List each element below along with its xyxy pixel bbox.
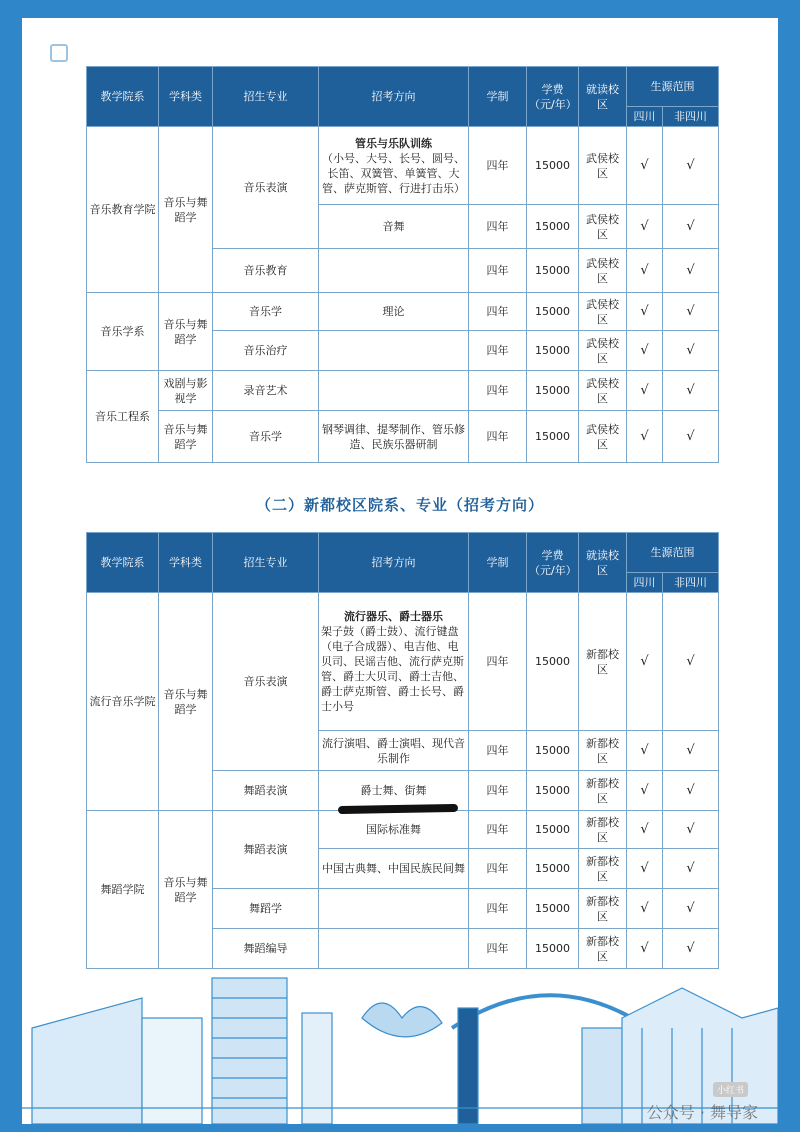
- campus-cell: 新都校区: [579, 811, 627, 849]
- direction-cell: [319, 249, 469, 293]
- non-sichuan-check: √: [663, 849, 719, 889]
- duration-cell: 四年: [469, 593, 527, 731]
- sichuan-check: √: [627, 371, 663, 411]
- direction-cell: 音舞: [319, 205, 469, 249]
- header-duration: 学制: [469, 533, 527, 593]
- header-duration: 学制: [469, 67, 527, 127]
- header-source: 生源范围: [627, 533, 719, 573]
- duration-cell: 四年: [469, 293, 527, 331]
- fee-cell: 15000: [527, 293, 579, 331]
- fee-cell: 15000: [527, 331, 579, 371]
- fee-cell: 15000: [527, 849, 579, 889]
- header-fee: 学费（元/年）: [527, 533, 579, 593]
- header-discipline: 学科类: [159, 67, 213, 127]
- fee-cell: 15000: [527, 929, 579, 969]
- fee-cell: 15000: [527, 811, 579, 849]
- non-sichuan-check: √: [663, 249, 719, 293]
- fee-cell: 15000: [527, 731, 579, 771]
- campus-cell: 武侯校区: [579, 371, 627, 411]
- header-dept: 教学院系: [87, 67, 159, 127]
- non-sichuan-check: √: [663, 331, 719, 371]
- direction-title: 管乐与乐队训练: [355, 136, 432, 150]
- duration-cell: 四年: [469, 731, 527, 771]
- direction-cell: 钢琴调律、提琴制作、管乐修造、民族乐器研制: [319, 411, 469, 463]
- major-cell: 舞蹈表演: [213, 811, 319, 889]
- header-major: 招生专业: [213, 533, 319, 593]
- direction-cell: [319, 889, 469, 929]
- watermark-badge: 小红书: [713, 1082, 748, 1097]
- fee-cell: 15000: [527, 371, 579, 411]
- non-sichuan-check: √: [663, 371, 719, 411]
- duration-cell: 四年: [469, 411, 527, 463]
- direction-detail: （小号、大号、长号、圆号、长笛、双簧管、单簧管、大管、萨克斯管、行进打击乐）: [322, 151, 465, 195]
- campus-cell: 新都校区: [579, 771, 627, 811]
- header-sichuan: 四川: [627, 107, 663, 127]
- dept-cell: 音乐教育学院: [87, 127, 159, 293]
- brochure-page: [22, 18, 778, 1124]
- non-sichuan-check: √: [663, 593, 719, 731]
- fee-cell: 15000: [527, 249, 579, 293]
- direction-cell: [319, 371, 469, 411]
- major-cell: 音乐学: [213, 293, 319, 331]
- header-non-sichuan: 非四川: [663, 107, 719, 127]
- duration-cell: 四年: [469, 127, 527, 205]
- section-title: （二）新都校区院系、专业（招考方向）: [255, 496, 544, 514]
- sichuan-check: √: [627, 731, 663, 771]
- fee-cell: 15000: [527, 771, 579, 811]
- header-direction: 招考方向: [319, 533, 469, 593]
- header-campus: 就读校区: [579, 533, 627, 593]
- sichuan-check: √: [627, 331, 663, 371]
- direction-cell: 中国古典舞、中国民族民间舞: [319, 849, 469, 889]
- direction-cell: 国际标准舞: [319, 811, 469, 849]
- sichuan-check: √: [627, 811, 663, 849]
- dept-cell: 流行音乐学院: [87, 593, 159, 811]
- fee-cell: 15000: [527, 411, 579, 463]
- sichuan-check: √: [627, 849, 663, 889]
- duration-cell: 四年: [469, 371, 527, 411]
- duration-cell: 四年: [469, 331, 527, 371]
- duration-cell: 四年: [469, 849, 527, 889]
- campus-cell: 武侯校区: [579, 331, 627, 371]
- watermark-text: 公众号 · 舞导家: [646, 1103, 758, 1122]
- duration-cell: 四年: [469, 811, 527, 849]
- header-fee: 学费（元/年）: [527, 67, 579, 127]
- major-cell: 录音艺术: [213, 371, 319, 411]
- sichuan-check: √: [627, 593, 663, 731]
- direction-cell: 理论: [319, 293, 469, 331]
- wuhou-majors-table: [86, 66, 719, 463]
- campus-cell: 新都校区: [579, 889, 627, 929]
- non-sichuan-check: √: [663, 929, 719, 969]
- discipline-cell: 音乐与舞蹈学: [159, 127, 213, 293]
- sichuan-check: √: [627, 929, 663, 969]
- sichuan-check: √: [627, 293, 663, 331]
- discipline-cell: 戏剧与影视学: [159, 371, 213, 411]
- major-cell: 舞蹈编导: [213, 929, 319, 969]
- discipline-cell: 音乐与舞蹈学: [159, 411, 213, 463]
- direction-cell: [319, 127, 469, 205]
- campus-cell: 新都校区: [579, 593, 627, 731]
- non-sichuan-check: √: [663, 771, 719, 811]
- non-sichuan-check: √: [663, 205, 719, 249]
- sichuan-check: √: [627, 889, 663, 929]
- corner-icon: [50, 44, 68, 62]
- non-sichuan-check: √: [663, 293, 719, 331]
- header-source: 生源范围: [627, 67, 719, 107]
- direction-cell: [319, 331, 469, 371]
- discipline-cell: 音乐与舞蹈学: [159, 293, 213, 371]
- major-cell: 音乐表演: [213, 593, 319, 771]
- major-cell: 音乐表演: [213, 127, 319, 249]
- sichuan-check: √: [627, 771, 663, 811]
- non-sichuan-check: √: [663, 889, 719, 929]
- xindu-majors-table: [86, 532, 719, 969]
- header-discipline: 学科类: [159, 533, 213, 593]
- major-cell: 音乐治疗: [213, 331, 319, 371]
- major-cell: 音乐教育: [213, 249, 319, 293]
- discipline-cell: 音乐与舞蹈学: [159, 593, 213, 811]
- direction-title: 流行器乐、爵士器乐: [344, 610, 443, 623]
- duration-cell: 四年: [469, 929, 527, 969]
- header-direction: 招考方向: [319, 67, 469, 127]
- campus-cell: 新都校区: [579, 849, 627, 889]
- header-dept: 教学院系: [87, 533, 159, 593]
- fee-cell: 15000: [527, 889, 579, 929]
- campus-cell: 武侯校区: [579, 411, 627, 463]
- major-cell: 音乐学: [213, 411, 319, 463]
- fee-cell: 15000: [527, 205, 579, 249]
- sichuan-check: √: [627, 411, 663, 463]
- direction-detail: 架子鼓（爵士鼓）、流行键盘（电子合成器）、电吉他、电贝司、民谣吉他、流行萨克斯管、爵士大贝司、爵士吉他、爵士萨克斯管、爵士长号、爵士小号: [321, 625, 464, 713]
- dept-cell: 音乐工程系: [87, 371, 159, 463]
- non-sichuan-check: √: [663, 127, 719, 205]
- campus-cell: 武侯校区: [579, 205, 627, 249]
- header-major: 招生专业: [213, 67, 319, 127]
- campus-cell: 武侯校区: [579, 249, 627, 293]
- discipline-cell: 音乐与舞蹈学: [159, 811, 213, 969]
- duration-cell: 四年: [469, 771, 527, 811]
- sichuan-check: √: [627, 205, 663, 249]
- direction-cell: [319, 593, 469, 731]
- non-sichuan-check: √: [663, 811, 719, 849]
- fee-cell: 15000: [527, 127, 579, 205]
- campus-cell: 武侯校区: [579, 127, 627, 205]
- header-campus: 就读校区: [579, 67, 627, 127]
- dept-cell: 音乐学系: [87, 293, 159, 371]
- campus-cell: 新都校区: [579, 929, 627, 969]
- direction-cell: 爵士舞、街舞: [319, 771, 469, 811]
- header-sichuan: 四川: [627, 573, 663, 593]
- duration-cell: 四年: [469, 249, 527, 293]
- duration-cell: 四年: [469, 205, 527, 249]
- major-cell: 舞蹈表演: [213, 771, 319, 811]
- duration-cell: 四年: [469, 889, 527, 929]
- non-sichuan-check: √: [663, 731, 719, 771]
- direction-cell: 流行演唱、爵士演唱、现代音乐制作: [319, 731, 469, 771]
- fee-cell: 15000: [527, 593, 579, 731]
- non-sichuan-check: √: [663, 411, 719, 463]
- sichuan-check: √: [627, 249, 663, 293]
- campus-cell: 武侯校区: [579, 293, 627, 331]
- campus-cell: 新都校区: [579, 731, 627, 771]
- dept-cell: 舞蹈学院: [87, 811, 159, 969]
- major-cell: 舞蹈学: [213, 889, 319, 929]
- header-non-sichuan: 非四川: [663, 573, 719, 593]
- sichuan-check: √: [627, 127, 663, 205]
